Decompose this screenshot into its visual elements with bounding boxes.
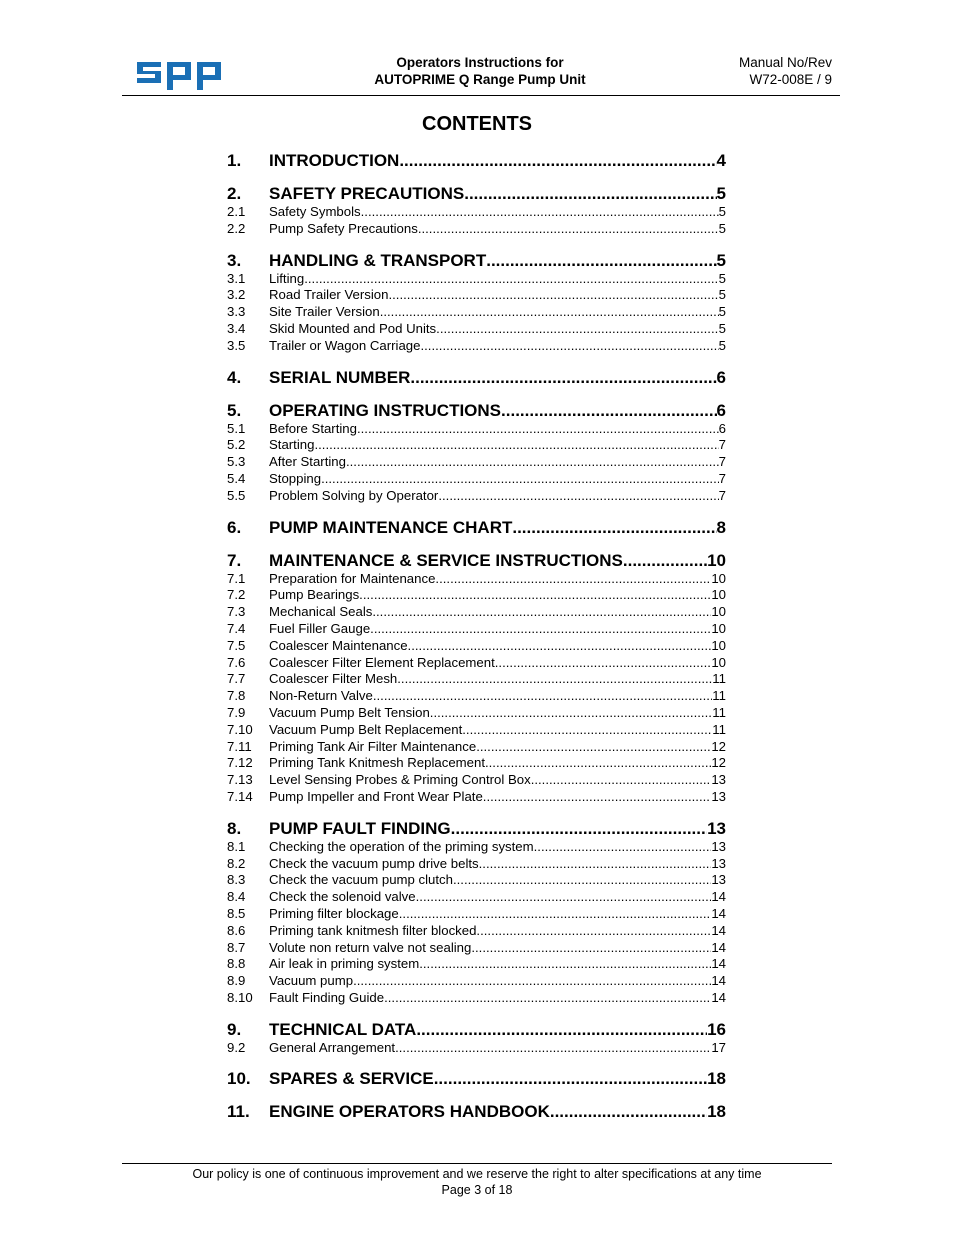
toc-label: Check the vacuum pump drive belts (269, 855, 479, 871)
toc-subentry[interactable] (227, 705, 726, 722)
toc-number: 8.8 (227, 956, 246, 972)
toc-page-number: 14 (711, 989, 726, 1005)
toc-leader-dots (416, 1020, 707, 1040)
toc-subentry[interactable] (227, 990, 726, 1007)
title-line-2: AUTOPRIME Q Range Pump Unit (374, 72, 586, 87)
toc-page-number: 10 (711, 654, 726, 670)
toc-leader-dots (361, 204, 719, 221)
toc-label: Mechanical Seals (269, 604, 373, 620)
toc-section (227, 251, 726, 355)
toc-leader-dots (388, 287, 718, 304)
toc-number: 7.9 (227, 704, 246, 720)
toc-label: Road Trailer Version (269, 287, 389, 303)
toc-page-number: 13 (711, 788, 726, 804)
toc-label: Priming filter blockage. (269, 905, 403, 921)
toc-label: OPERATING INSTRUCTIONS (269, 400, 502, 420)
toc-section (227, 401, 726, 505)
toc-subentry[interactable] (227, 872, 726, 889)
toc-page-number: 18 (707, 1102, 726, 1122)
toc-subentry[interactable] (227, 454, 726, 471)
toc-number: 3. (227, 250, 242, 270)
toc-leader-dots (418, 221, 719, 238)
toc-number: 5. (227, 400, 242, 420)
toc-page-number: 6 (716, 367, 726, 387)
toc-subentry[interactable] (227, 655, 726, 672)
manual-value: W72-008E / 9 (749, 72, 832, 87)
header-divider (122, 95, 840, 96)
toc-page-number: 10 (711, 570, 726, 586)
toc-number: 3.2 (227, 287, 246, 303)
toc-number: 1. (227, 151, 242, 170)
toc-label: Pump Bearings (269, 587, 360, 603)
toc-label: Pump Safety Precautions (269, 220, 418, 236)
toc-subentry[interactable] (227, 956, 726, 973)
toc-number: 7.6 (227, 654, 246, 670)
toc-label: ENGINE OPERATORS HANDBOOK (269, 1102, 550, 1122)
toc-leader-dots (462, 722, 712, 739)
manual-label: Manual No/Rev (738, 55, 832, 70)
toc-entry[interactable] (227, 1020, 726, 1040)
toc-number: 2.1 (227, 204, 246, 219)
toc-subentry[interactable] (227, 287, 726, 304)
toc-leader-dots (420, 338, 718, 355)
toc-leader-dots (531, 772, 712, 789)
toc-page-number: 11 (712, 704, 726, 720)
toc-subentry[interactable] (227, 906, 726, 923)
toc-number: 8.5 (227, 905, 246, 921)
toc-label: Lifting (269, 270, 305, 286)
toc-label: Coalescer Maintenance (269, 637, 408, 653)
toc-subentry[interactable] (227, 471, 726, 488)
toc-leader-dots (435, 571, 711, 588)
toc-subentry[interactable] (227, 739, 726, 756)
toc-leader-dots (434, 1069, 707, 1089)
toc-number: 8.6 (227, 922, 246, 938)
toc-number: 9. (227, 1019, 242, 1039)
toc-section (227, 151, 726, 171)
toc-number: 3.5 (227, 337, 246, 353)
toc-label: Check the vacuum pump clutch (269, 872, 453, 888)
toc-leader-dots (397, 671, 712, 688)
toc-leader-dots (464, 184, 716, 204)
page-number: Page 3 of 18 (441, 1183, 513, 1197)
toc-label: Starting (269, 437, 315, 453)
toc-label: Vacuum pump (269, 973, 354, 989)
toc-leader-dots (438, 488, 718, 505)
table-of-contents (227, 146, 726, 1122)
spp-logo (137, 58, 223, 90)
toc-subentry[interactable] (227, 604, 726, 621)
toc-label: Safety Symbols (269, 204, 361, 219)
toc-label: Fault Finding Guide (269, 989, 385, 1005)
toc-leader-dots (476, 923, 711, 940)
toc-page-number: 7 (718, 487, 726, 503)
toc-number: 5.1 (227, 420, 246, 436)
toc-number: 8. (227, 818, 242, 838)
toc-label: Priming Tank Air Filter Maintenance (269, 738, 477, 754)
toc-number: 7.1 (227, 570, 246, 586)
toc-page-number: 5 (716, 250, 726, 270)
toc-subentry[interactable] (227, 338, 726, 355)
toc-page-number: 10 (711, 637, 726, 653)
toc-label: INTRODUCTION (269, 151, 400, 170)
toc-page-number: 5 (718, 337, 726, 353)
toc-page-number: 12 (711, 738, 726, 754)
toc-label: Stopping (269, 470, 322, 486)
toc-number: 7.4 (227, 620, 246, 636)
toc-label: Level Sensing Probes & Priming Control Box (269, 772, 531, 788)
toc-page-number: 6 (716, 400, 726, 420)
toc-number: 5.2 (227, 437, 246, 453)
toc-subentry[interactable] (227, 671, 726, 688)
toc-page-number: 7 (718, 437, 726, 453)
toc-label: HANDLING & TRANSPORT (269, 250, 487, 270)
toc-number: 7.12 (227, 755, 253, 771)
page-footer (0, 1166, 954, 1198)
toc-label: SAFETY PRECAUTIONS (269, 184, 465, 203)
toc-label: Vacuum Pump Belt Tension (269, 704, 430, 720)
toc-subentry[interactable] (227, 204, 726, 221)
toc-entry[interactable] (227, 1102, 726, 1122)
toc-page-number: 13 (711, 872, 726, 888)
toc-label: Check the solenoid valve (269, 889, 416, 905)
toc-subentry[interactable] (227, 789, 726, 806)
toc-entry[interactable] (227, 184, 726, 204)
policy-text: Our policy is one of continuous improvement and we reserve the right to alter specifications at any time (192, 1167, 762, 1181)
toc-page-number: 10 (711, 587, 726, 603)
toc-leader-dots (410, 368, 716, 388)
toc-leader-dots (321, 471, 719, 488)
toc-section (227, 1020, 726, 1057)
toc-number: 7.13 (227, 772, 253, 788)
toc-label: Fuel Filler Gauge (269, 620, 371, 636)
toc-label: Air leak in priming system (269, 956, 420, 972)
toc-number: 2. (227, 184, 242, 203)
toc-leader-dots (479, 856, 712, 873)
toc-page-number: 16 (707, 1019, 726, 1039)
toc-number: 7.11 (227, 738, 252, 754)
toc-number: 8.10 (227, 989, 253, 1005)
toc-label: TECHNICAL DATA (269, 1019, 417, 1039)
toc-leader-dots (373, 688, 712, 705)
toc-leader-dots (495, 655, 712, 672)
toc-number: 4. (227, 367, 242, 387)
toc-leader-dots (346, 454, 719, 471)
toc-number: 7.5 (227, 637, 246, 653)
toc-number: 5.3 (227, 454, 246, 470)
toc-label: Preparation for Maintenance (269, 570, 436, 586)
toc-page-number: 14 (711, 956, 726, 972)
toc-number: 7.8 (227, 688, 246, 704)
toc-page-number: 5 (716, 184, 726, 203)
toc-number: 8.9 (227, 973, 246, 989)
toc-leader-dots (485, 755, 711, 772)
toc-entry[interactable] (227, 1069, 726, 1089)
toc-page-number: 12 (711, 755, 726, 771)
toc-leader-dots (451, 819, 707, 839)
toc-label: Non-Return Valve (269, 688, 373, 704)
toc-subentry[interactable] (227, 488, 726, 505)
toc-label: Volute non return valve not sealing (269, 939, 472, 955)
toc-page-number: 14 (711, 973, 726, 989)
toc-number: 3.1 (227, 270, 246, 286)
toc-page-number: 7 (718, 454, 726, 470)
toc-label: Coalescer Filter Mesh (269, 671, 398, 687)
toc-number: 11. (227, 1102, 250, 1122)
toc-number: 8.7 (227, 939, 246, 955)
toc-page-number: 11 (712, 671, 726, 687)
toc-label: Priming Tank Knitmesh Replacement (269, 755, 485, 771)
toc-number: 3.4 (227, 320, 246, 336)
toc-number: 5.5 (227, 487, 246, 503)
toc-number: 5.4 (227, 470, 246, 486)
toc-page-number: 11 (712, 688, 726, 704)
toc-subentry[interactable] (227, 421, 726, 438)
toc-number: 7.3 (227, 604, 246, 620)
toc-leader-dots (453, 872, 711, 889)
toc-number: 8.2 (227, 855, 246, 871)
toc-subentry[interactable] (227, 889, 726, 906)
toc-leader-dots (304, 271, 718, 288)
document-title (330, 54, 630, 88)
toc-entry[interactable] (227, 151, 726, 171)
footer-divider (122, 1163, 832, 1164)
toc-label: Skid Mounted and Pod Units (269, 320, 437, 336)
toc-entry[interactable] (227, 251, 726, 271)
toc-leader-dots (430, 705, 713, 722)
toc-label: Coalescer Filter Element Replacement (269, 654, 495, 670)
title-line-1: Operators Instructions for (396, 55, 564, 70)
toc-leader-dots (380, 304, 719, 321)
toc-page-number: 4 (716, 151, 726, 170)
toc-label: After Starting (269, 454, 346, 470)
toc-subentry[interactable] (227, 923, 726, 940)
toc-entry[interactable] (227, 819, 726, 839)
toc-page-number: 14 (711, 889, 726, 905)
toc-page-number: 5 (718, 270, 726, 286)
toc-entry[interactable] (227, 551, 726, 571)
toc-label: SPARES & SERVICE (269, 1069, 434, 1089)
page-header (0, 0, 954, 100)
toc-section (227, 1102, 726, 1122)
toc-leader-dots (408, 638, 712, 655)
toc-page-number: 7 (718, 470, 726, 486)
toc-leader-dots (416, 889, 712, 906)
toc-leader-dots (357, 421, 719, 438)
toc-subentry[interactable] (227, 755, 726, 772)
toc-subentry[interactable] (227, 587, 726, 604)
toc-leader-dots (436, 321, 719, 338)
toc-page-number: 5 (718, 304, 726, 320)
toc-subentry[interactable] (227, 1040, 726, 1057)
toc-number: 8.1 (227, 838, 246, 854)
toc-number: 8.4 (227, 889, 246, 905)
toc-subentry[interactable] (227, 621, 726, 638)
toc-leader-dots (314, 437, 718, 454)
toc-page-number: 13 (711, 855, 726, 871)
toc-subentry[interactable] (227, 772, 726, 789)
toc-leader-dots (372, 604, 711, 621)
toc-label: SERIAL NUMBER (269, 367, 411, 387)
toc-leader-dots (623, 551, 707, 571)
toc-section (227, 819, 726, 1007)
toc-section (227, 1069, 726, 1089)
toc-page-number: 5 (718, 287, 726, 303)
toc-subentry[interactable] (227, 839, 726, 856)
toc-subentry[interactable] (227, 856, 726, 873)
toc-page-number: 5 (718, 204, 726, 219)
toc-leader-dots (550, 1102, 707, 1122)
toc-leader-dots (353, 973, 711, 990)
toc-entry[interactable] (227, 368, 726, 388)
toc-leader-dots (419, 956, 711, 973)
toc-label: Trailer or Wagon Carriage (269, 337, 421, 353)
toc-page-number: 11 (712, 721, 726, 737)
toc-subentry[interactable] (227, 638, 726, 655)
toc-number: 9.2 (227, 1039, 246, 1055)
toc-leader-dots (486, 251, 716, 271)
toc-section (227, 184, 726, 238)
toc-leader-dots (476, 739, 711, 756)
toc-page-number: 10 (711, 620, 726, 636)
toc-page-number: 10 (711, 604, 726, 620)
toc-page-number: 8 (716, 517, 726, 537)
toc-label: Priming tank knitmesh filter blocked (269, 922, 477, 938)
toc-number: 8.3 (227, 872, 246, 888)
toc-leader-dots (395, 1040, 711, 1057)
toc-entry[interactable] (227, 401, 726, 421)
toc-leader-dots (399, 151, 716, 171)
toc-page-number: 14 (711, 922, 726, 938)
toc-subentry[interactable] (227, 688, 726, 705)
toc-entry[interactable] (227, 518, 726, 538)
manual-number (739, 54, 832, 88)
toc-leader-dots (501, 401, 717, 421)
toc-subentry[interactable] (227, 271, 726, 288)
toc-section (227, 551, 726, 806)
toc-number: 7.14 (227, 788, 253, 804)
toc-label: Problem Solving by Operator (269, 487, 439, 503)
toc-label: Site Trailer Version (269, 304, 380, 320)
toc-label: MAINTENANCE & SERVICE INSTRUCTIONS (269, 550, 623, 570)
toc-section (227, 518, 726, 538)
toc-page-number: 5 (718, 220, 726, 236)
toc-subentry[interactable] (227, 304, 726, 321)
toc-section (227, 368, 726, 388)
toc-label: Vacuum Pump Belt Replacement (269, 721, 463, 737)
toc-page-number: 14 (711, 905, 726, 921)
toc-label: Pump Impeller and Front Wear Plate (269, 788, 483, 804)
toc-leader-dots (512, 518, 716, 538)
toc-page-number: 17 (711, 1039, 726, 1055)
toc-leader-dots (483, 789, 712, 806)
toc-subentry[interactable] (227, 221, 726, 238)
toc-page-number: 14 (711, 939, 726, 955)
toc-number: 6. (227, 517, 242, 537)
toc-label: Before Starting (269, 420, 357, 436)
toc-subentry[interactable] (227, 571, 726, 588)
toc-number: 3.3 (227, 304, 246, 320)
toc-leader-dots (402, 906, 711, 923)
toc-subentry[interactable] (227, 437, 726, 454)
toc-label: PUMP MAINTENANCE CHART (269, 517, 513, 537)
toc-leader-dots (359, 587, 711, 604)
toc-leader-dots (384, 990, 711, 1007)
toc-number: 7.10 (227, 721, 253, 737)
toc-leader-dots (471, 940, 711, 957)
toc-label: Checking the operation of the priming system (269, 838, 534, 854)
toc-subentry[interactable] (227, 940, 726, 957)
toc-page-number: 18 (707, 1069, 726, 1089)
toc-label: General Arrangement (269, 1039, 396, 1055)
toc-page-number: 5 (718, 320, 726, 336)
toc-number: 7.2 (227, 587, 246, 603)
toc-number: 7. (227, 550, 242, 570)
toc-leader-dots (534, 839, 712, 856)
toc-subentry[interactable] (227, 321, 726, 338)
toc-label: PUMP FAULT FINDING (269, 818, 451, 838)
toc-page-number: 6 (718, 420, 726, 436)
toc-page-number: 13 (707, 818, 726, 838)
toc-subentry[interactable] (227, 722, 726, 739)
toc-subentry[interactable] (227, 973, 726, 990)
toc-number: 2.2 (227, 220, 246, 236)
contents-heading: CONTENTS (422, 113, 532, 135)
toc-leader-dots (370, 621, 711, 638)
toc-page-number: 13 (711, 838, 726, 854)
toc-page-number: 10 (707, 550, 726, 570)
toc-number: 10. (227, 1069, 251, 1089)
toc-number: 7.7 (227, 671, 246, 687)
toc-page-number: 13 (711, 772, 726, 788)
